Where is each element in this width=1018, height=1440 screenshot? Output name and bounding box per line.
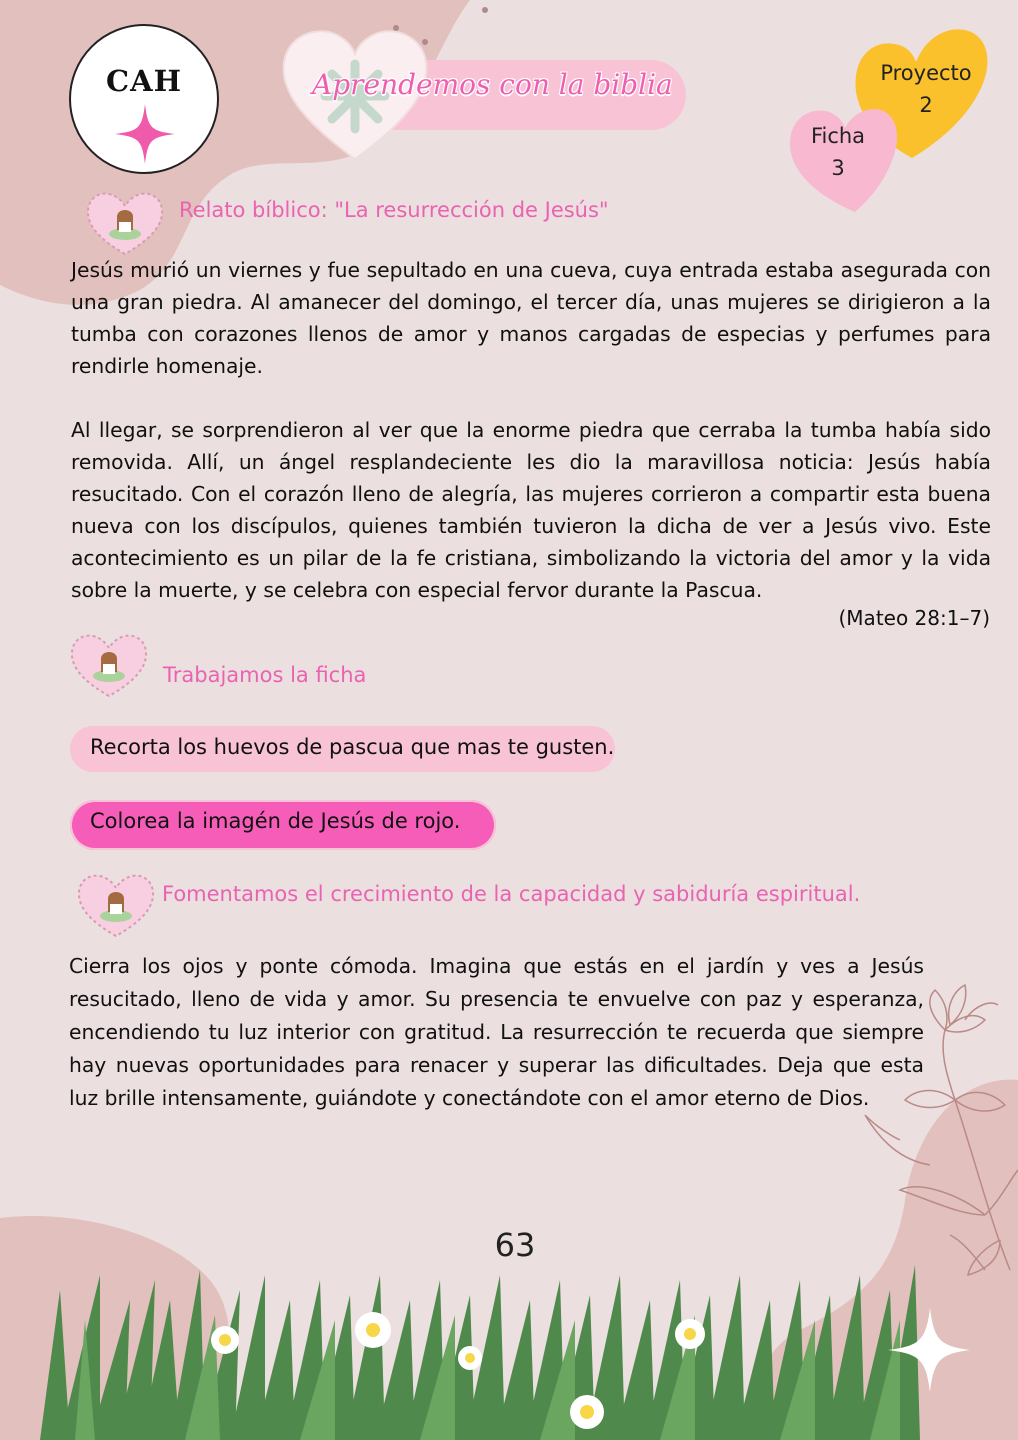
- task-1-text: Recorta los huevos de pascua que mas te gusten.: [90, 735, 615, 759]
- page-title: Aprendemos con la biblia: [312, 68, 673, 101]
- logo-text: CAH: [106, 64, 182, 98]
- jesus-heart-icon: [69, 630, 149, 700]
- story-heading: Relato bíblico: "La resurrección de Jesús": [179, 198, 609, 222]
- story-paragraph-1: Jesús murió un viernes y fue sepultado en una cueva, cuya entrada estaba asegurada con una gran piedra. Al amanecer del domingo, el tercer día, unas mujeres se dirigieron a la tumba con corazones llenos de amor y manos cargadas de especias y perfumes para rendirle homenaje.: [71, 258, 991, 378]
- bible-reference: (Mateo 28:1–7): [838, 606, 990, 630]
- spiritual-heading: Fomentamos el crecimiento de la capacidad y sabiduría espiritual.: [162, 882, 861, 906]
- sheet-number: 3: [831, 156, 845, 180]
- task-2: [70, 800, 496, 850]
- logo-badge: [69, 24, 219, 174]
- task-1: [70, 726, 615, 772]
- jesus-heart-icon: [76, 870, 156, 940]
- task-2-text: Colorea la imagén de Jesús de rojo.: [90, 809, 461, 833]
- project-number: 2: [919, 93, 933, 117]
- jesus-heart-icon: [85, 190, 165, 256]
- story-paragraph-2: Al llegar, se sorprendieron al ver que la enorme piedra que cerraba la tumba había sido removida. Allí, un ángel resplandeciente les dio la maravillosa noticia: Jesús había resucitado. Con el corazón lleno de alegría, las mujeres corrieron a compartir esta buena nueva con los discípulos, quienes también tuvieron la dicha de ver a Jesús vivo. Este acontecimiento es un pilar de la fe cristiana, simbolizando la victoria del amor y la vida sobre la muerte, y se celebra con especial fervor durante la Pascua.: [71, 418, 991, 602]
- sparkle-icon: [115, 104, 175, 164]
- sheet-label: Ficha: [810, 124, 866, 148]
- work-heading: Trabajamos la ficha: [163, 663, 367, 687]
- spiritual-paragraph: Cierra los ojos y ponte cómoda. Imagina que estás en el jardín y ves a Jesús resucitado, lleno de vida y amor. Su presencia te envuelve con paz y esperanza, encendiendo tu luz interior con gratitud. La resurrección te recuerda que siempre hay nuevas oportunidades para renacer y superar las dificultades. Deja que esta luz brille intensamente, guiándote y conectándote con el amor eterno de Dios.: [69, 954, 924, 1110]
- page-number: 63: [494, 1226, 536, 1264]
- project-label: Proyecto: [880, 61, 972, 85]
